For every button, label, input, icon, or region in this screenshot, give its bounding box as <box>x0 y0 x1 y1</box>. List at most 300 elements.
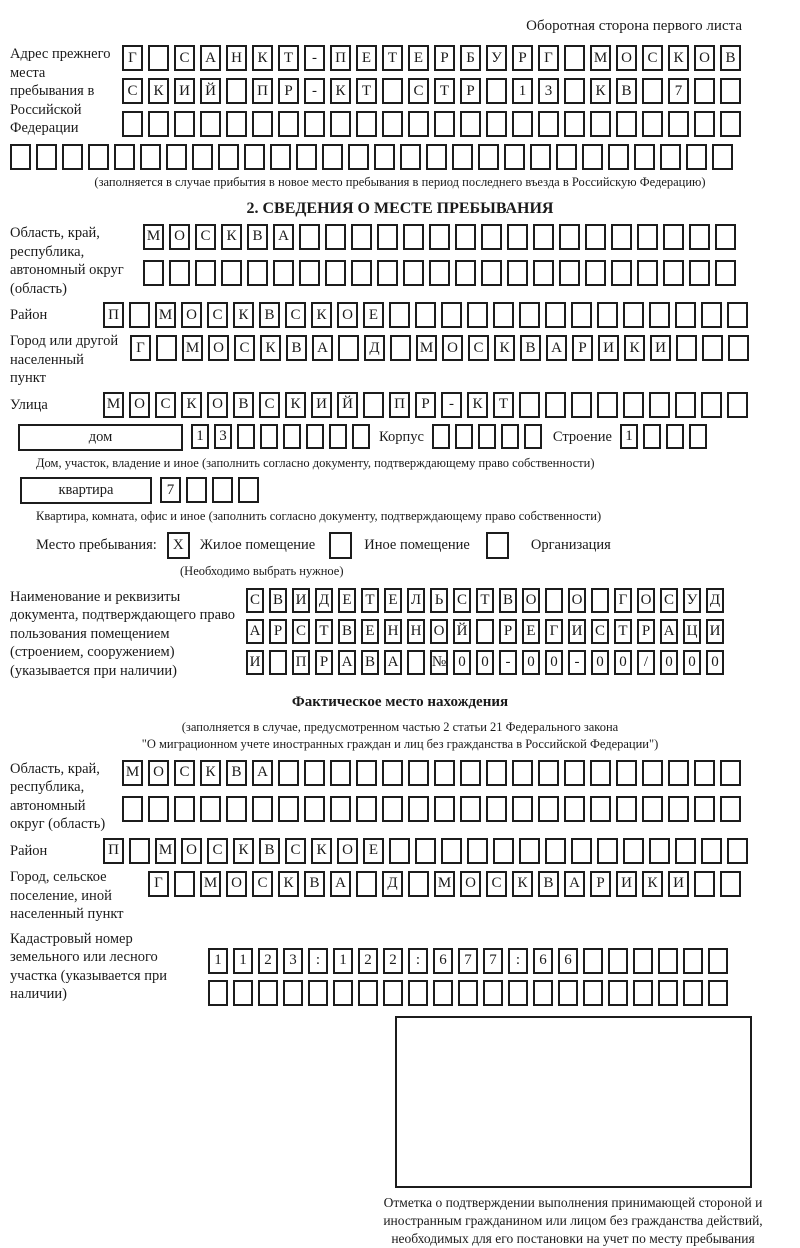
char-cell[interactable]: И <box>650 335 671 361</box>
char-cell[interactable]: В <box>361 650 379 675</box>
char-cell[interactable] <box>434 796 455 822</box>
char-cell[interactable] <box>452 144 473 170</box>
char-cell[interactable] <box>608 144 629 170</box>
char-cell[interactable]: И <box>668 871 689 897</box>
char-cell[interactable] <box>226 111 247 137</box>
char-cell[interactable] <box>434 760 455 786</box>
char-cell[interactable] <box>559 224 580 250</box>
char-cell[interactable]: - <box>304 78 325 104</box>
char-cell[interactable]: В <box>499 588 517 613</box>
char-cell[interactable] <box>408 760 429 786</box>
char-cell[interactable]: - <box>441 392 462 418</box>
char-cell[interactable] <box>533 980 553 1006</box>
char-cell[interactable]: Р <box>590 871 611 897</box>
char-cell[interactable] <box>583 980 603 1006</box>
char-cell[interactable] <box>233 980 253 1006</box>
char-cell[interactable] <box>623 302 644 328</box>
char-cell[interactable]: С <box>486 871 507 897</box>
char-cell[interactable]: Г <box>538 45 559 71</box>
char-cell[interactable] <box>212 477 233 503</box>
char-cell[interactable] <box>166 144 187 170</box>
char-cell[interactable]: Б <box>460 45 481 71</box>
char-cell[interactable] <box>637 260 658 286</box>
char-cell[interactable] <box>252 796 273 822</box>
char-cell[interactable]: Г <box>148 871 169 897</box>
char-cell[interactable]: С <box>259 392 280 418</box>
char-cell[interactable] <box>415 838 436 864</box>
char-cell[interactable] <box>455 224 476 250</box>
char-cell[interactable] <box>486 760 507 786</box>
char-cell[interactable] <box>701 838 722 864</box>
char-cell[interactable]: О <box>430 619 448 644</box>
char-cell[interactable] <box>564 45 585 71</box>
char-cell[interactable]: И <box>246 650 264 675</box>
char-cell[interactable] <box>571 302 592 328</box>
char-cell[interactable]: В <box>338 619 356 644</box>
char-cell[interactable] <box>382 78 403 104</box>
char-cell[interactable] <box>634 144 655 170</box>
char-cell[interactable]: Е <box>361 619 379 644</box>
char-cell[interactable] <box>143 260 164 286</box>
char-cell[interactable]: Д <box>364 335 385 361</box>
char-cell[interactable]: О <box>148 760 169 786</box>
char-cell[interactable]: Р <box>572 335 593 361</box>
char-cell[interactable] <box>519 838 540 864</box>
char-cell[interactable] <box>727 302 748 328</box>
char-cell[interactable] <box>467 302 488 328</box>
char-cell[interactable]: К <box>494 335 515 361</box>
char-cell[interactable] <box>715 260 736 286</box>
char-cell[interactable]: В <box>616 78 637 104</box>
char-cell[interactable] <box>597 392 618 418</box>
char-cell[interactable]: А <box>564 871 585 897</box>
char-cell[interactable] <box>666 424 684 449</box>
char-cell[interactable]: С <box>207 302 228 328</box>
kvartira-type-box[interactable]: квартира <box>20 477 152 504</box>
char-cell[interactable] <box>694 78 715 104</box>
char-cell[interactable] <box>377 224 398 250</box>
char-cell[interactable] <box>36 144 57 170</box>
char-cell[interactable]: К <box>668 45 689 71</box>
char-cell[interactable]: К <box>311 838 332 864</box>
char-cell[interactable]: А <box>338 650 356 675</box>
char-cell[interactable]: К <box>330 78 351 104</box>
char-cell[interactable]: : <box>308 948 328 974</box>
char-cell[interactable] <box>408 980 428 1006</box>
char-cell[interactable] <box>260 424 278 449</box>
char-cell[interactable]: Р <box>637 619 655 644</box>
char-cell[interactable]: Т <box>361 588 379 613</box>
char-cell[interactable]: К <box>221 224 242 250</box>
char-cell[interactable]: Д <box>382 871 403 897</box>
char-cell[interactable]: В <box>226 760 247 786</box>
char-cell[interactable]: - <box>568 650 586 675</box>
char-cell[interactable]: 0 <box>660 650 678 675</box>
char-cell[interactable] <box>200 111 221 137</box>
char-cell[interactable] <box>708 980 728 1006</box>
char-cell[interactable]: О <box>460 871 481 897</box>
char-cell[interactable]: П <box>389 392 410 418</box>
char-cell[interactable] <box>508 980 528 1006</box>
char-cell[interactable] <box>296 144 317 170</box>
char-cell[interactable] <box>658 948 678 974</box>
char-cell[interactable]: С <box>408 78 429 104</box>
char-cell[interactable] <box>408 796 429 822</box>
char-cell[interactable]: 1 <box>208 948 228 974</box>
char-cell[interactable] <box>304 796 325 822</box>
char-cell[interactable]: Д <box>706 588 724 613</box>
char-cell[interactable] <box>694 760 715 786</box>
char-cell[interactable] <box>571 392 592 418</box>
char-cell[interactable] <box>460 796 481 822</box>
char-cell[interactable]: 3 <box>214 424 232 449</box>
char-cell[interactable] <box>356 796 377 822</box>
char-cell[interactable] <box>432 424 450 449</box>
char-cell[interactable]: С <box>292 619 310 644</box>
char-cell[interactable]: С <box>122 78 143 104</box>
char-cell[interactable] <box>583 948 603 974</box>
char-cell[interactable]: - <box>499 650 517 675</box>
char-cell[interactable]: П <box>103 302 124 328</box>
char-cell[interactable] <box>433 980 453 1006</box>
char-cell[interactable]: К <box>642 871 663 897</box>
char-cell[interactable] <box>481 224 502 250</box>
char-cell[interactable]: В <box>259 302 280 328</box>
char-cell[interactable] <box>642 796 663 822</box>
char-cell[interactable] <box>382 111 403 137</box>
char-cell[interactable]: О <box>207 392 228 418</box>
char-cell[interactable] <box>701 392 722 418</box>
char-cell[interactable] <box>308 980 328 1006</box>
char-cell[interactable] <box>403 260 424 286</box>
char-cell[interactable]: О <box>522 588 540 613</box>
char-cell[interactable] <box>429 224 450 250</box>
char-cell[interactable] <box>306 424 324 449</box>
char-cell[interactable]: В <box>247 224 268 250</box>
char-cell[interactable] <box>148 45 169 71</box>
char-cell[interactable]: М <box>434 871 455 897</box>
char-cell[interactable] <box>564 111 585 137</box>
char-cell[interactable]: Т <box>476 588 494 613</box>
char-cell[interactable] <box>415 302 436 328</box>
char-cell[interactable] <box>148 111 169 137</box>
char-cell[interactable]: О <box>694 45 715 71</box>
char-cell[interactable] <box>611 224 632 250</box>
char-cell[interactable]: К <box>311 302 332 328</box>
char-cell[interactable] <box>208 980 228 1006</box>
char-cell[interactable] <box>270 144 291 170</box>
char-cell[interactable] <box>356 760 377 786</box>
char-cell[interactable] <box>683 948 703 974</box>
char-cell[interactable]: 1 <box>191 424 209 449</box>
char-cell[interactable] <box>559 260 580 286</box>
char-cell[interactable]: К <box>200 760 221 786</box>
char-cell[interactable] <box>278 796 299 822</box>
char-cell[interactable]: О <box>226 871 247 897</box>
char-cell[interactable] <box>400 144 421 170</box>
char-cell[interactable]: Р <box>415 392 436 418</box>
char-cell[interactable] <box>608 948 628 974</box>
char-cell[interactable] <box>174 871 195 897</box>
checkbox-organizatsiya[interactable] <box>486 532 509 559</box>
char-cell[interactable] <box>591 588 609 613</box>
char-cell[interactable]: С <box>174 45 195 71</box>
char-cell[interactable]: Р <box>269 619 287 644</box>
char-cell[interactable] <box>226 78 247 104</box>
char-cell[interactable] <box>668 760 689 786</box>
char-cell[interactable] <box>174 796 195 822</box>
char-cell[interactable] <box>356 111 377 137</box>
char-cell[interactable] <box>558 980 578 1006</box>
char-cell[interactable] <box>530 144 551 170</box>
char-cell[interactable] <box>156 335 177 361</box>
char-cell[interactable]: У <box>486 45 507 71</box>
char-cell[interactable] <box>377 260 398 286</box>
char-cell[interactable]: С <box>285 302 306 328</box>
char-cell[interactable]: Р <box>278 78 299 104</box>
char-cell[interactable] <box>616 111 637 137</box>
char-cell[interactable] <box>186 477 207 503</box>
char-cell[interactable] <box>689 260 710 286</box>
char-cell[interactable] <box>426 144 447 170</box>
char-cell[interactable] <box>374 144 395 170</box>
char-cell[interactable] <box>649 302 670 328</box>
char-cell[interactable] <box>383 980 403 1006</box>
char-cell[interactable]: 0 <box>522 650 540 675</box>
char-cell[interactable]: Г <box>614 588 632 613</box>
char-cell[interactable] <box>597 838 618 864</box>
char-cell[interactable] <box>348 144 369 170</box>
char-cell[interactable]: С <box>246 588 264 613</box>
char-cell[interactable]: В <box>269 588 287 613</box>
char-cell[interactable] <box>545 838 566 864</box>
char-cell[interactable] <box>720 871 741 897</box>
char-cell[interactable] <box>507 260 528 286</box>
char-cell[interactable] <box>727 392 748 418</box>
char-cell[interactable]: Е <box>408 45 429 71</box>
checkbox-zhiloe[interactable]: X <box>167 532 190 559</box>
char-cell[interactable]: В <box>259 838 280 864</box>
char-cell[interactable]: Й <box>200 78 221 104</box>
char-cell[interactable]: : <box>508 948 528 974</box>
char-cell[interactable]: А <box>312 335 333 361</box>
char-cell[interactable] <box>564 796 585 822</box>
char-cell[interactable]: 2 <box>258 948 278 974</box>
char-cell[interactable]: Й <box>453 619 471 644</box>
char-cell[interactable] <box>675 302 696 328</box>
char-cell[interactable] <box>694 111 715 137</box>
char-cell[interactable]: Н <box>226 45 247 71</box>
char-cell[interactable] <box>244 144 265 170</box>
char-cell[interactable] <box>512 760 533 786</box>
char-cell[interactable] <box>247 260 268 286</box>
char-cell[interactable]: П <box>330 45 351 71</box>
char-cell[interactable]: Г <box>122 45 143 71</box>
char-cell[interactable]: Г <box>130 335 151 361</box>
char-cell[interactable] <box>585 224 606 250</box>
char-cell[interactable] <box>663 260 684 286</box>
char-cell[interactable] <box>382 760 403 786</box>
char-cell[interactable] <box>363 392 384 418</box>
char-cell[interactable]: В <box>538 871 559 897</box>
char-cell[interactable]: 1 <box>233 948 253 974</box>
char-cell[interactable] <box>88 144 109 170</box>
char-cell[interactable] <box>715 224 736 250</box>
char-cell[interactable]: Т <box>382 45 403 71</box>
char-cell[interactable]: О <box>129 392 150 418</box>
char-cell[interactable] <box>389 302 410 328</box>
char-cell[interactable] <box>720 796 741 822</box>
char-cell[interactable]: В <box>520 335 541 361</box>
char-cell[interactable] <box>478 424 496 449</box>
char-cell[interactable] <box>668 111 689 137</box>
char-cell[interactable] <box>538 760 559 786</box>
char-cell[interactable] <box>524 424 542 449</box>
char-cell[interactable] <box>330 796 351 822</box>
char-cell[interactable] <box>390 335 411 361</box>
char-cell[interactable]: К <box>181 392 202 418</box>
char-cell[interactable] <box>493 838 514 864</box>
char-cell[interactable]: 3 <box>538 78 559 104</box>
char-cell[interactable]: М <box>103 392 124 418</box>
char-cell[interactable] <box>668 796 689 822</box>
char-cell[interactable]: 1 <box>333 948 353 974</box>
char-cell[interactable] <box>642 760 663 786</box>
char-cell[interactable]: Т <box>614 619 632 644</box>
char-cell[interactable] <box>304 111 325 137</box>
char-cell[interactable] <box>590 796 611 822</box>
char-cell[interactable] <box>322 144 343 170</box>
char-cell[interactable]: Т <box>434 78 455 104</box>
char-cell[interactable] <box>694 871 715 897</box>
char-cell[interactable]: Р <box>315 650 333 675</box>
char-cell[interactable] <box>325 224 346 250</box>
char-cell[interactable] <box>597 302 618 328</box>
char-cell[interactable]: К <box>233 302 254 328</box>
char-cell[interactable]: И <box>292 588 310 613</box>
char-cell[interactable] <box>278 111 299 137</box>
char-cell[interactable]: 2 <box>358 948 378 974</box>
char-cell[interactable]: К <box>233 838 254 864</box>
char-cell[interactable]: С <box>468 335 489 361</box>
dom-type-box[interactable]: дом <box>18 424 183 451</box>
char-cell[interactable]: 7 <box>160 477 181 503</box>
char-cell[interactable]: Р <box>434 45 455 71</box>
char-cell[interactable]: М <box>200 871 221 897</box>
char-cell[interactable] <box>356 871 377 897</box>
char-cell[interactable] <box>200 796 221 822</box>
char-cell[interactable]: В <box>720 45 741 71</box>
char-cell[interactable]: К <box>590 78 611 104</box>
char-cell[interactable]: 7 <box>668 78 689 104</box>
char-cell[interactable] <box>642 78 663 104</box>
char-cell[interactable] <box>358 980 378 1006</box>
char-cell[interactable] <box>486 78 507 104</box>
char-cell[interactable] <box>585 260 606 286</box>
char-cell[interactable] <box>389 838 410 864</box>
char-cell[interactable]: К <box>512 871 533 897</box>
char-cell[interactable] <box>441 302 462 328</box>
char-cell[interactable] <box>467 838 488 864</box>
char-cell[interactable]: О <box>637 588 655 613</box>
char-cell[interactable]: Н <box>407 619 425 644</box>
char-cell[interactable] <box>237 424 255 449</box>
char-cell[interactable]: К <box>467 392 488 418</box>
char-cell[interactable] <box>712 144 733 170</box>
char-cell[interactable]: Р <box>460 78 481 104</box>
checkbox-inoe[interactable] <box>329 532 352 559</box>
char-cell[interactable]: Л <box>407 588 425 613</box>
char-cell[interactable]: Т <box>356 78 377 104</box>
char-cell[interactable]: Й <box>337 392 358 418</box>
char-cell[interactable]: К <box>148 78 169 104</box>
char-cell[interactable]: М <box>416 335 437 361</box>
char-cell[interactable] <box>633 948 653 974</box>
char-cell[interactable] <box>429 260 450 286</box>
char-cell[interactable]: С <box>234 335 255 361</box>
char-cell[interactable] <box>407 650 425 675</box>
char-cell[interactable] <box>590 111 611 137</box>
char-cell[interactable] <box>507 224 528 250</box>
char-cell[interactable] <box>642 111 663 137</box>
char-cell[interactable]: С <box>660 588 678 613</box>
char-cell[interactable]: И <box>174 78 195 104</box>
char-cell[interactable]: Р <box>512 45 533 71</box>
char-cell[interactable] <box>483 980 503 1006</box>
char-cell[interactable]: 0 <box>683 650 701 675</box>
char-cell[interactable]: М <box>155 838 176 864</box>
char-cell[interactable] <box>493 302 514 328</box>
char-cell[interactable] <box>702 335 723 361</box>
char-cell[interactable] <box>675 838 696 864</box>
char-cell[interactable] <box>330 760 351 786</box>
char-cell[interactable] <box>701 302 722 328</box>
char-cell[interactable] <box>675 392 696 418</box>
char-cell[interactable] <box>352 424 370 449</box>
char-cell[interactable] <box>278 760 299 786</box>
char-cell[interactable]: К <box>252 45 273 71</box>
char-cell[interactable] <box>408 111 429 137</box>
char-cell[interactable] <box>720 111 741 137</box>
char-cell[interactable] <box>501 424 519 449</box>
char-cell[interactable] <box>658 980 678 1006</box>
char-cell[interactable] <box>686 144 707 170</box>
char-cell[interactable] <box>512 796 533 822</box>
char-cell[interactable]: / <box>637 650 655 675</box>
char-cell[interactable]: Т <box>315 619 333 644</box>
char-cell[interactable] <box>616 796 637 822</box>
char-cell[interactable] <box>226 796 247 822</box>
char-cell[interactable] <box>258 980 278 1006</box>
char-cell[interactable]: П <box>252 78 273 104</box>
char-cell[interactable]: И <box>706 619 724 644</box>
char-cell[interactable]: Г <box>545 619 563 644</box>
char-cell[interactable] <box>590 760 611 786</box>
char-cell[interactable]: М <box>182 335 203 361</box>
char-cell[interactable] <box>269 650 287 675</box>
char-cell[interactable] <box>481 260 502 286</box>
char-cell[interactable] <box>218 144 239 170</box>
char-cell[interactable] <box>221 260 242 286</box>
char-cell[interactable] <box>564 78 585 104</box>
char-cell[interactable] <box>434 111 455 137</box>
char-cell[interactable] <box>351 260 372 286</box>
char-cell[interactable]: Д <box>315 588 333 613</box>
char-cell[interactable]: 1 <box>620 424 638 449</box>
char-cell[interactable] <box>689 224 710 250</box>
char-cell[interactable]: М <box>155 302 176 328</box>
char-cell[interactable]: С <box>591 619 609 644</box>
